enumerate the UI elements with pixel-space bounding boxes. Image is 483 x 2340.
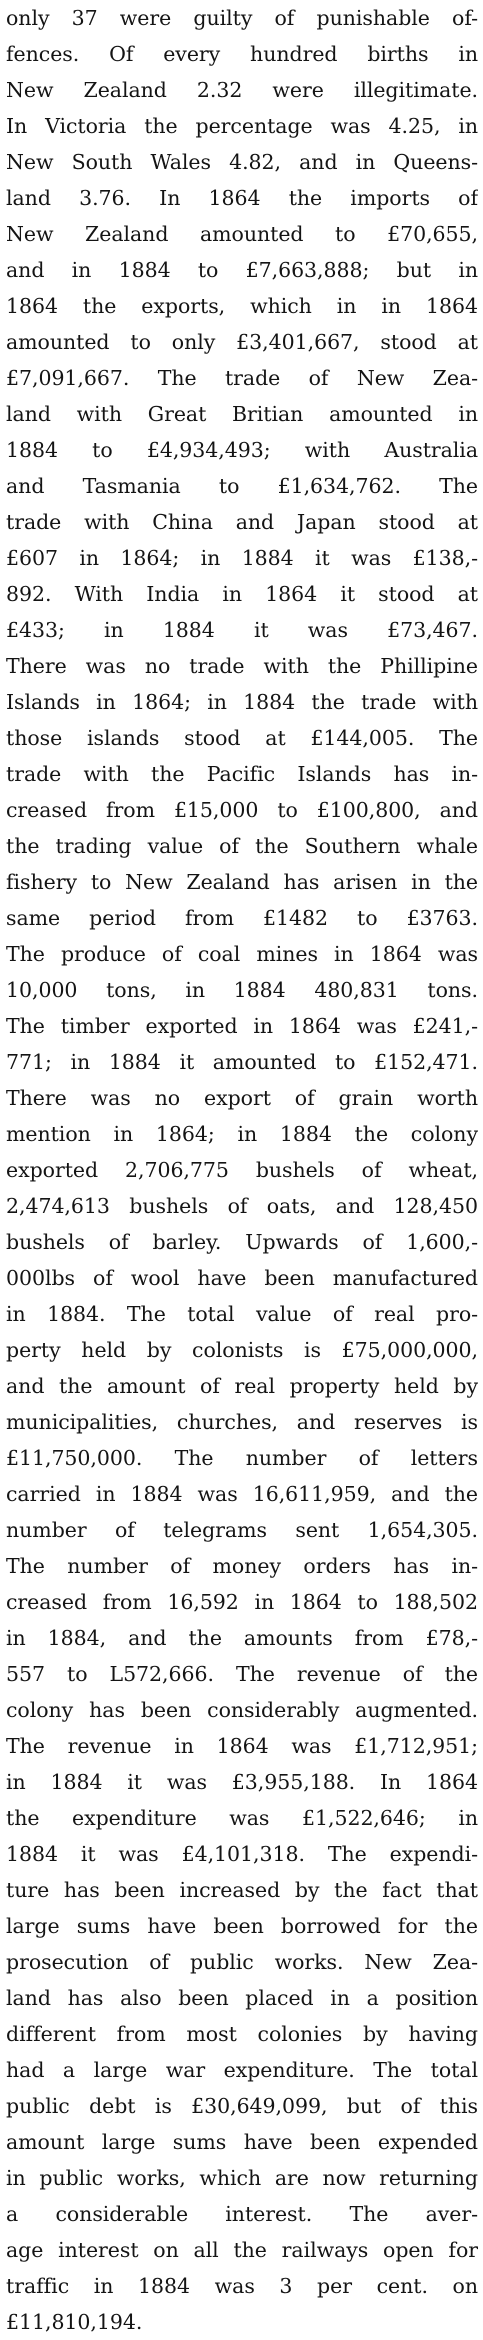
article-text-line: a considerable interest. The aver- xyxy=(6,2202,478,2226)
article-text-line: and in 1884 to £7,663,888; but in xyxy=(6,258,478,282)
article-text-line: in 1884. The total value of real pro- xyxy=(6,1302,478,1326)
article-text-line: New Zealand amounted to £70,655, xyxy=(6,222,478,246)
article-text-line: carried in 1884 was 16,611,959, and the xyxy=(6,1482,478,1506)
article-text-line: ture has been increased by the fact that xyxy=(6,1878,478,1902)
article-text-line: The produce of coal mines in 1864 was xyxy=(6,942,478,966)
article-text-line: mention in 1864; in 1884 the colony xyxy=(6,1122,478,1146)
article-text-line: prosecution of public works. New Zea- xyxy=(6,1950,478,1974)
article-text-line: land with Great Britian amounted in xyxy=(6,402,478,426)
article-text-line: In Victoria the percentage was 4.25, in xyxy=(6,114,478,138)
article-text-line: The number of money orders has in- xyxy=(6,1554,478,1578)
article-text-line: 10,000 tons, in 1884 480,831 tons. xyxy=(6,978,478,1002)
article-text-line: The timber exported in 1864 was £241,- xyxy=(6,1014,478,1038)
article-text-line: New South Wales 4.82, and in Queens- xyxy=(6,150,478,174)
article-text-line: in public works, which are now returning xyxy=(6,2166,478,2190)
article-text-line: 771; in 1884 it amounted to £152,471. xyxy=(6,1050,478,1074)
article-text-line: age interest on all the railways open for xyxy=(6,2238,478,2262)
article-text-line: creased from £15,000 to £100,800, and xyxy=(6,798,478,822)
article-text-line: 557 to L572,666. The revenue of the xyxy=(6,1662,478,1686)
article-text-line: £433; in 1884 it was £73,467. xyxy=(6,618,478,642)
article-text-line: municipalities, churches, and reserves is xyxy=(6,1410,478,1434)
newspaper-article-column xyxy=(6,0,478,2340)
article-text-line: 1884 it was £4,101,318. The expendi- xyxy=(6,1842,478,1866)
article-text-line: large sums have been borrowed for the xyxy=(6,1914,478,1938)
article-text-line: traffic in 1884 was 3 per cent. on xyxy=(6,2274,478,2298)
article-text-line: amount large sums have been expended xyxy=(6,2130,478,2154)
article-text-line: trade with the Pacific Islands has in- xyxy=(6,762,478,786)
article-text-line: 000lbs of wool have been manufactured xyxy=(6,1266,478,1290)
article-text-line: There was no export of grain worth xyxy=(6,1086,478,1110)
article-text-line: exported 2,706,775 bushels of wheat, xyxy=(6,1158,478,1182)
article-text-line: and the amount of real property held by xyxy=(6,1374,478,1398)
article-text-line: trade with China and Japan stood at xyxy=(6,510,478,534)
article-text-line: land has also been placed in a position xyxy=(6,1986,478,2010)
article-text-line: land 3.76. In 1864 the imports of xyxy=(6,186,478,210)
article-text-line: in 1884, and the amounts from £78,- xyxy=(6,1626,478,1650)
article-text-line: only 37 were guilty of punishable of- xyxy=(6,6,478,30)
article-text-line: 1864 the exports, which in in 1864 xyxy=(6,294,478,318)
article-text-line: amounted to only £3,401,667, stood at xyxy=(6,330,478,354)
article-text-line: fishery to New Zealand has arisen in the xyxy=(6,870,478,894)
article-text-line: the expenditure was £1,522,646; in xyxy=(6,1806,478,1830)
article-text-line: £7,091,667. The trade of New Zea- xyxy=(6,366,478,390)
article-text-line: 2,474,613 bushels of oats, and 128,450 xyxy=(6,1194,478,1218)
article-text-line: number of telegrams sent 1,654,305. xyxy=(6,1518,478,1542)
article-text-line: There was no trade with the Phillipine xyxy=(6,654,478,678)
article-text-line: in 1884 it was £3,955,188. In 1864 xyxy=(6,1770,478,1794)
article-text-line: fences. Of every hundred births in xyxy=(6,42,478,66)
article-text-line: those islands stood at £144,005. The xyxy=(6,726,478,750)
article-text-line: had a large war expenditure. The total xyxy=(6,2058,478,2082)
article-text-line: £607 in 1864; in 1884 it was £138,- xyxy=(6,546,478,570)
article-text-line: £11,810,194. xyxy=(6,2310,143,2334)
article-text-line: and Tasmania to £1,634,762. The xyxy=(6,474,478,498)
article-text-line: The revenue in 1864 was £1,712,951; xyxy=(6,1734,478,1758)
article-text-line: Islands in 1864; in 1884 the trade with xyxy=(6,690,478,714)
article-text-line: perty held by colonists is £75,000,000, xyxy=(6,1338,478,1362)
article-text-line: £11,750,000. The number of letters xyxy=(6,1446,478,1470)
article-text-line: the trading value of the Southern whale xyxy=(6,834,478,858)
article-text-line: different from most colonies by having xyxy=(6,2022,478,2046)
article-text-line: 892. With India in 1864 it stood at xyxy=(6,582,478,606)
article-text-line: bushels of barley. Upwards of 1,600,- xyxy=(6,1230,478,1254)
article-text-line: creased from 16,592 in 1864 to 188,502 xyxy=(6,1590,478,1614)
article-text-line: public debt is £30,649,099, but of this xyxy=(6,2094,478,2118)
article-text-line: New Zealand 2.32 were illegitimate. xyxy=(6,78,478,102)
article-text-line: 1884 to £4,934,493; with Australia xyxy=(6,438,478,462)
article-text-line: same period from £1482 to £3763. xyxy=(6,906,478,930)
article-text-line: colony has been considerably augmented. xyxy=(6,1698,478,1722)
